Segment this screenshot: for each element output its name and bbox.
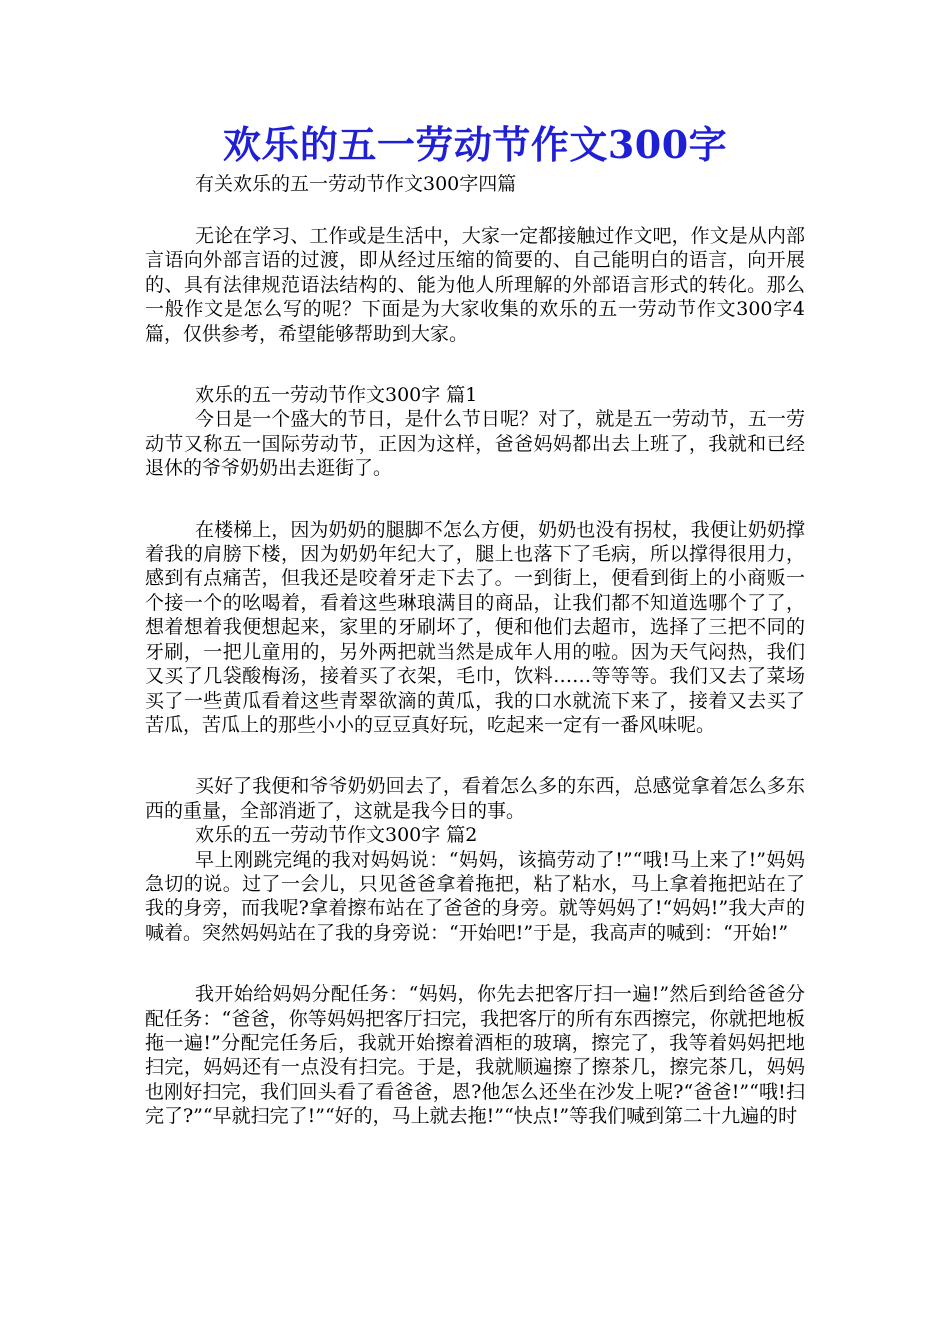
- section-heading-2: 欢乐的五一劳动节作文300字 篇2: [195, 824, 478, 847]
- section-2-paragraph-2: 我开始给妈妈分配任务：“妈妈，你先去把客厅扫一遍!”然后到给爸爸分配任务：“爸爸，你等妈妈把客厅扫完，我把客厅的所有东西擦完，你就把地板拖一遍!”分配完任务后，我就开始擦着酒柜的玻璃，擦完了，我等着妈妈把地扫完，妈妈还有一点没有扫完。于是，我就顺遍擦了擦茶几，擦完茶几，妈妈也刚好扫完，我们回头看了看爸爸，恩?他怎么还坐在沙发上呢?“爸爸!”“哦!扫完了?”“早就扫完了!”“好的，马上就去拖!”“快点!”等我们喊到第二十九遍的时: [145, 983, 805, 1128]
- section-1-paragraph-1: 今日是一个盛大的节日，是什么节日呢？对了，就是五一劳动节，五一劳动节又称五一国际劳动节，正因为这样，爸爸妈妈都出去上班了，我就和已经退休的爷爷奶奶出去逛街了。: [145, 408, 805, 480]
- document-subtitle: 有关欢乐的五一劳动节作文300字四篇: [195, 173, 517, 195]
- section-2-paragraph-1: 早上刚跳完绳的我对妈妈说：“妈妈，该搞劳动了!”“哦!马上来了!”妈妈急切的说。过了一会儿，只见爸爸拿着拖把，粘了粘水，马上拿着拖把站在了我的身旁，而我呢?拿着擦布站在了爸爸的身旁。就等妈妈了!“妈妈!”我大声的喊着。突然妈妈站在了我的身旁说：“开始吧!”于是，我高声的喊到：“开始!”: [145, 848, 805, 944]
- document-page: [145, 118, 805, 1129]
- document-title: 欢乐的五一劳动节作文300字: [222, 122, 728, 167]
- section-1-paragraph-2: 在楼梯上，因为奶奶的腿脚不怎么方便，奶奶也没有拐杖，我便让奶奶撑着我的肩膀下楼，因为奶奶年纪大了，腿上也落下了毛病，所以撑得很用力，感到有点痛苦，但我还是咬着牙走下去了。一到街上，便看到街上的小商贩一个接一个的吆喝着，看着这些琳琅满目的商品，让我们都不知道选哪个了了，想着想着我便想起来，家里的牙刷坏了，便和他们去超市，选择了三把不同的牙刷，一把儿童用的，另外两把就当然是成年人用的啦。因为天气闷热，我们又买了几袋酸梅汤，接着买了衣架，毛巾，饮料……等等等。我们又去了菜场买了一些黄瓜看着这些青翠欲滴的黄瓜，我的口水就流下来了，接着又去买了苦瓜，苦瓜上的那些小小的豆豆真好玩，吃起来一定有一番风味呢。: [145, 518, 805, 736]
- section-1-paragraph-3: 买好了我便和爷爷奶奶回去了，看着怎么多的东西，总感觉拿着怎么多东西的重量，全部消逝了，这就是我今日的事。: [145, 775, 805, 822]
- section-heading-1: 欢乐的五一劳动节作文300字 篇1: [195, 384, 478, 407]
- intro-paragraph: 无论在学习、工作或是生活中，大家一定都接触过作文吧，作文是从内部言语向外部言语的过渡，即从经过压缩的简要的、自己能明白的语言，向开展的、具有法律规范语法结构的、能为他人所理解的外部语言形式的转化。那么一般作文是怎么写的呢？下面是为大家收集的欢乐的五一劳动节作文300字4篇，仅供参考，希望能够帮助到大家。: [145, 225, 805, 345]
